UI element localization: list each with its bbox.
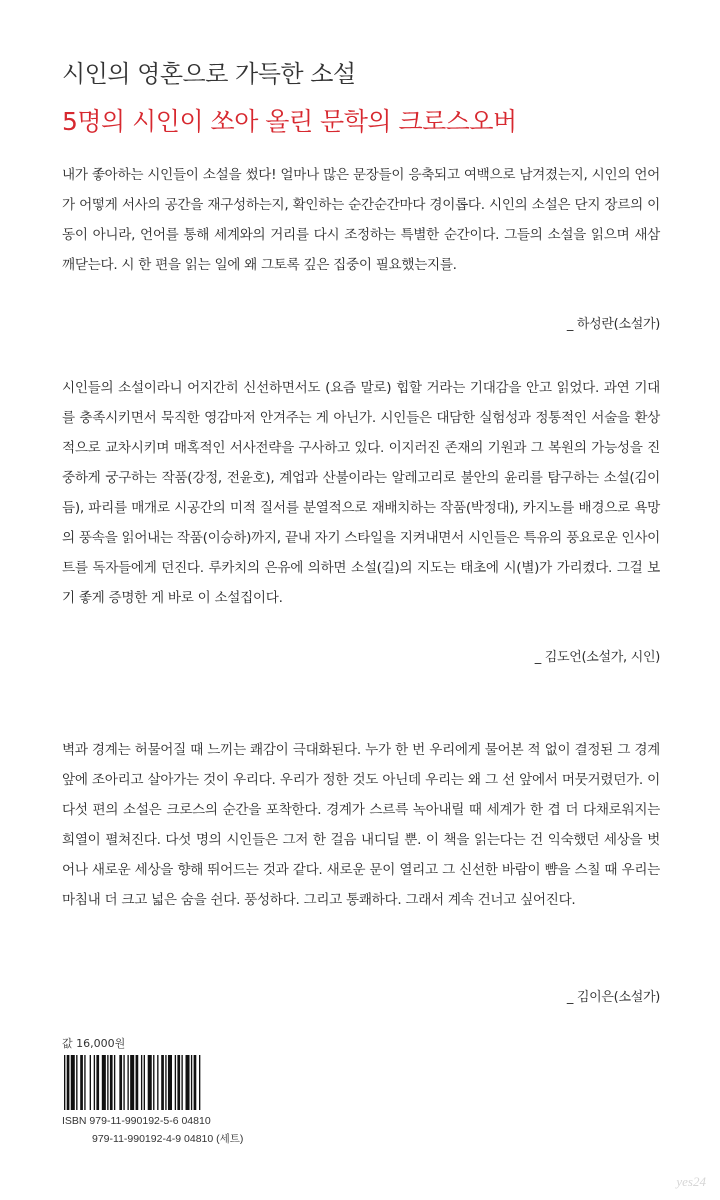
cover-title: 시인의 영혼으로 가득한 소설 — [62, 60, 356, 88]
review-author: _ 김이은(소설가) — [561, 983, 660, 1013]
isbn-set-number: 979-11-990192-4-9 04810 (세트) — [92, 1133, 244, 1145]
review-author: _ 하성란(소설가) — [561, 310, 660, 340]
cover-subtitle: 5명의 시인이 쏘아 올린 문학의 크로스오버 — [62, 107, 517, 136]
review-block — [62, 735, 660, 1010]
watermark-logo: yes24 — [676, 1174, 706, 1189]
review-block — [62, 373, 660, 673]
isbn-number: ISBN 979-11-990192-5-6 04810 — [62, 1115, 211, 1127]
review-text: 벽과 경계는 허물어질 때 느끼는 쾌감이 극대화된다. 누가 한 번 우리에게 물어본 적 없이 결정된 그 경계 앞에 조아리고 살아가는 것이 우리다. 우리가 정한 것도 아닌데 우리는 왜 그 선 앞에서 머뭇거렸던가. 이 다섯 편의 소설은 크로스의 순간을 포착한다. 경계가 스르륵 녹아내릴 때 세계가 한 겹 더 다채로워지는 희열이 펼쳐진다. 다섯 명의 시인들은 그저 한 걸음 내디딜 뿐. 이 책을 읽는다는 건 익숙했던 세상을 벗어나 새로운 세상을 향해 뛰어드는 것과 같다. 새로운 문이 열리고 그 신선한 바람이 뺨을 스칠 때 우리는 마침내 더 크고 넓은 숨을 쉰다. 풍성하다. 그리고 통쾌하다. 그래서 계속 건너고 싶어진다. — [62, 742, 660, 908]
barcode — [62, 1055, 272, 1110]
review-text: 내가 좋아하는 시인들이 소설을 썼다! 얼마나 많은 문장들이 응축되고 여백으로 남겨졌는지, 시인의 언어가 어떻게 서사의 공간을 재구성하는지, 확인하는 순간순간마다 경이롭다. 시인의 소설은 단지 장르의 이동이 아니라, 언어를 통해 세계와의 거리를 다시 조정하는 특별한 순간이다. 그들의 소설을 읽으며 새삼 깨닫는다. 시 한 편을 읽는 일에 왜 그토록 깊은 집중이 필요했는지를. — [62, 167, 660, 273]
review-text: 시인들의 소설이라니 어지간히 신선하면서도 (요즘 말로) 힙할 거라는 기대감을 안고 읽었다. 과연 기대를 충족시키면서 묵직한 영감마저 안겨주는 게 아닌가. 시인들은 대담한 실험성과 정통적인 서술을 환상적으로 교차시키며 매혹적인 서사전략을 구사하고 있다. 이지러진 존재의 기원과 그 복원의 가능성을 진중하게 궁구하는 작품(강정, 전윤호), 계업과 산불이라는 알레고리로 불안의 윤리를 탐구하는 소설(김이듬), 파리를 매개로 시공간의 미적 질서를 분열적으로 재배치하는 작품(박정대), 카지노를 배경으로 욕망의 풍속을 읽어내는 작품(이승하)까지, 끝내 자기 스타일을 지켜내면서 시인들은 특유의 풍요로운 인사이트를 독자들에게 던진다. 루카치의 은유에 의하면 소설(길)의 지도는 태초에 시(별)가 가리켰다. 그걸 보기 좋게 증명한 게 바로 이 소설집이다. — [62, 380, 660, 606]
review-author: _ 김도언(소설가, 시인) — [529, 643, 660, 673]
review-block — [62, 160, 660, 340]
price-label: 값 16,000원 — [62, 1037, 126, 1050]
